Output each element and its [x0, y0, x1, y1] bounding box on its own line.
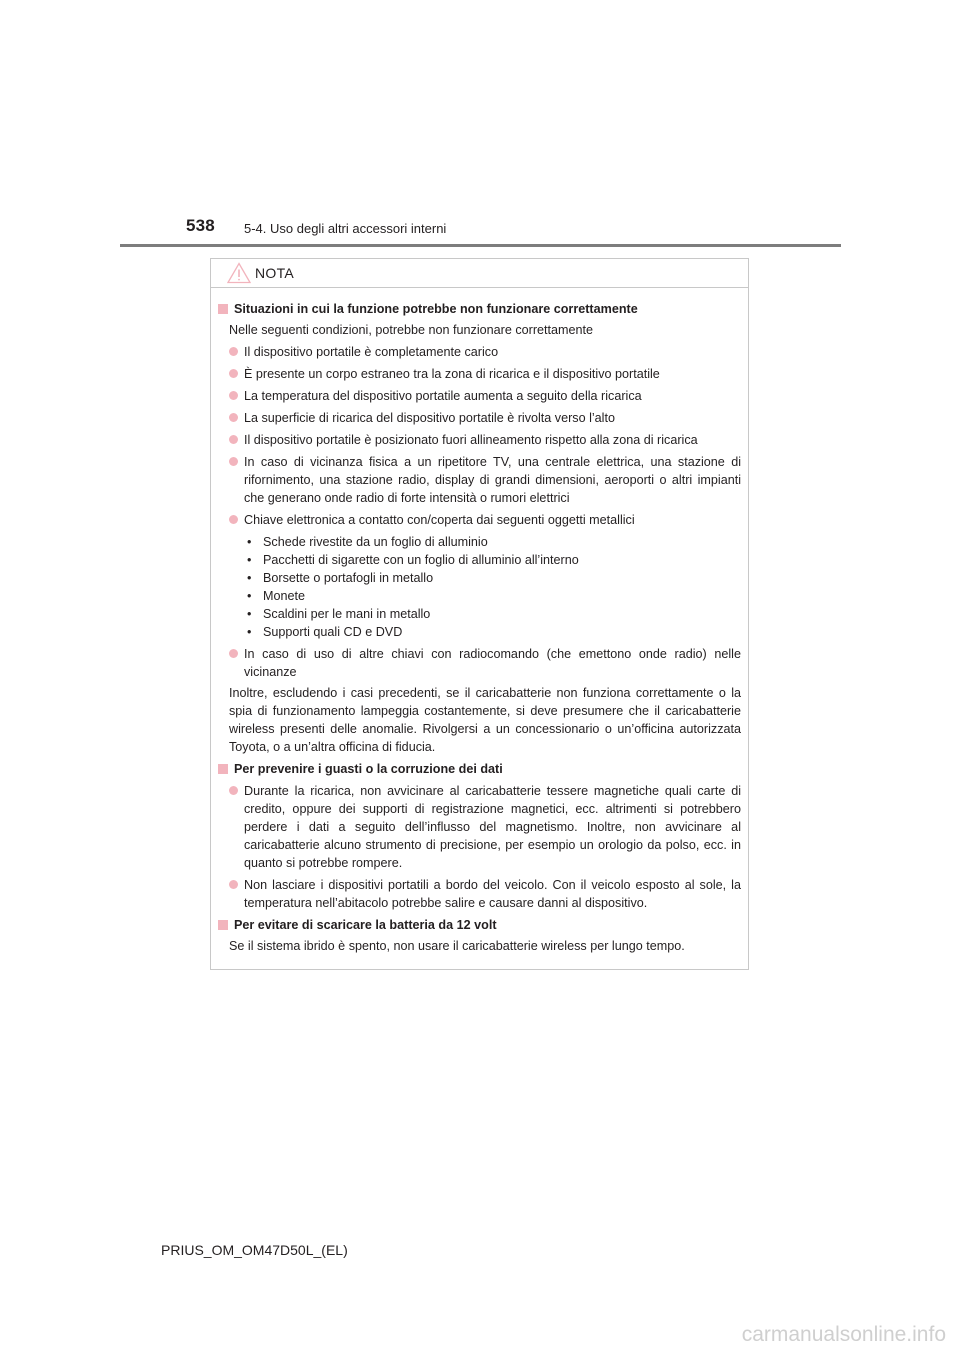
sub-list-item — [247, 605, 741, 623]
document-id: PRIUS_OM_OM47D50L_(EL) — [161, 1242, 348, 1258]
heading-square-marker — [218, 304, 228, 314]
list-item — [218, 876, 741, 912]
list-item-text: Il dispositivo portatile è posizionato fuori allineamento rispetto alla zona di ricarica — [244, 433, 698, 447]
list-item — [218, 511, 741, 529]
sub-list-item-text: Schede rivestite da un foglio di alluminio — [263, 535, 488, 549]
list-item-text: La superficie di ricarica del dispositivo portatile è rivolta verso l’alto — [244, 411, 615, 425]
sub-list-item — [247, 623, 741, 641]
bullet-dot — [229, 649, 238, 658]
sub-list-item — [247, 551, 741, 569]
sub-bullet: • — [247, 607, 252, 621]
intro-paragraph: Nelle seguenti condizioni, potrebbe non funzionare correttamente — [229, 323, 594, 337]
list-item — [218, 645, 741, 681]
list-item-text: Durante la ricarica, non avvicinare al caricabatterie tessere magnetiche quali carte di credito, oppure dei supporti di registrazione magnetici, ecc. altrimenti si potrebbero perdere i dati a seguito dell’influsso del magnetismo. Inoltre, non avvicinare al caricabatterie alcuno strumento di precisione, per esempio un orologio da polso, ecc. in quanto si potrebbe rompere. — [244, 784, 741, 870]
sub-list-item-text: Pacchetti di sigarette con un foglio di alluminio all’interno — [263, 553, 579, 567]
page-number: 538 — [186, 216, 215, 235]
list-item — [218, 782, 741, 872]
heading-text: Per prevenire i guasti o la corruzione dei dati — [234, 762, 503, 776]
list-item-text: In caso di vicinanza fisica a un ripetitore TV, una centrale elettrica, una stazione di rifornimento, una stazione radio, display di grandi dimensioni, aeroporti o altri impianti che generano onde radio di forte intensità o rumori elettrici — [244, 455, 741, 505]
bullet-dot — [229, 457, 238, 466]
heading-text: Situazioni in cui la funzione potrebbe non funzionare correttamente — [234, 302, 638, 316]
warning-triangle-icon — [227, 262, 251, 284]
heading-square-marker — [218, 764, 228, 774]
list-item — [218, 365, 741, 383]
sub-list-item — [247, 569, 741, 587]
bullet-dot — [229, 369, 238, 378]
sub-bullet: • — [247, 589, 252, 603]
list-item-text: Non lasciare i dispositivi portatili a bordo del veicolo. Con il veicolo esposto al sole, la temperatura nell’abitacolo potrebbe salire e causare danni al dispositivo. — [244, 878, 741, 910]
sub-list-item-text: Borsette o portafogli in metallo — [263, 571, 434, 585]
section-heading — [218, 916, 741, 934]
list-item — [218, 431, 741, 449]
watermark: carmanualsonline.info — [741, 1323, 946, 1346]
bullet-dot — [229, 880, 238, 889]
bullet-dot — [229, 435, 238, 444]
section-heading — [218, 300, 741, 318]
list-item-text: Il dispositivo portatile è completamente carico — [244, 345, 499, 359]
sub-list-item — [247, 587, 741, 605]
section-title: 5-4. Uso degli altri accessori interni — [244, 221, 447, 236]
list-item-text: In caso di uso di altre chiavi con radiocomando (che emettono onde radio) nelle vicinanze — [244, 647, 741, 679]
sub-list-item-text: Supporti quali CD e DVD — [263, 625, 403, 639]
note-title: NOTA — [255, 265, 295, 281]
section-heading — [218, 760, 741, 778]
sub-bullet: • — [247, 553, 252, 567]
header-rule — [120, 244, 841, 247]
sub-list-item-text: Monete — [263, 589, 306, 603]
intro-paragraph: Se il sistema ibrido è spento, non usare il caricabatterie wireless per lungo tempo. — [229, 939, 685, 953]
note-body — [211, 288, 748, 955]
list-item — [218, 453, 741, 507]
bullet-dot — [229, 347, 238, 356]
list-item-text: La temperatura del dispositivo portatile aumenta a seguito della ricarica — [244, 389, 642, 403]
heading-text: Per evitare di scaricare la batteria da 12 volt — [234, 918, 497, 932]
sub-bullet: • — [247, 571, 252, 585]
list-item — [218, 409, 741, 427]
list-item-text: È presente un corpo estraneo tra la zona di ricarica e il dispositivo portatile — [244, 367, 660, 381]
list-item — [218, 343, 741, 361]
note-box — [210, 258, 749, 970]
sub-bullet: • — [247, 625, 252, 639]
bullet-dot — [229, 786, 238, 795]
sub-list — [218, 533, 741, 641]
note-header — [211, 259, 748, 288]
sub-list-item — [247, 533, 741, 551]
sub-list-item-text: Scaldini per le mani in metallo — [263, 607, 431, 621]
bullet-dot — [229, 515, 238, 524]
bullet-dot — [229, 413, 238, 422]
heading-square-marker — [218, 920, 228, 930]
list-item — [218, 387, 741, 405]
list-item-text: Chiave elettronica a contatto con/coperta dai seguenti oggetti metallici — [244, 513, 635, 527]
sub-bullet: • — [247, 535, 252, 549]
closing-paragraph: Inoltre, escludendo i casi precedenti, se il caricabatterie non funziona correttamente o la spia di funzionamento lampeggia costantemente, si deve presumere che il caricabatterie wireless presenti delle anomalie. Rivolgersi a un concessionario o un’officina autorizzata Toyota, o a un’altra officina di fiducia. — [229, 686, 741, 754]
bullet-dot — [229, 391, 238, 400]
